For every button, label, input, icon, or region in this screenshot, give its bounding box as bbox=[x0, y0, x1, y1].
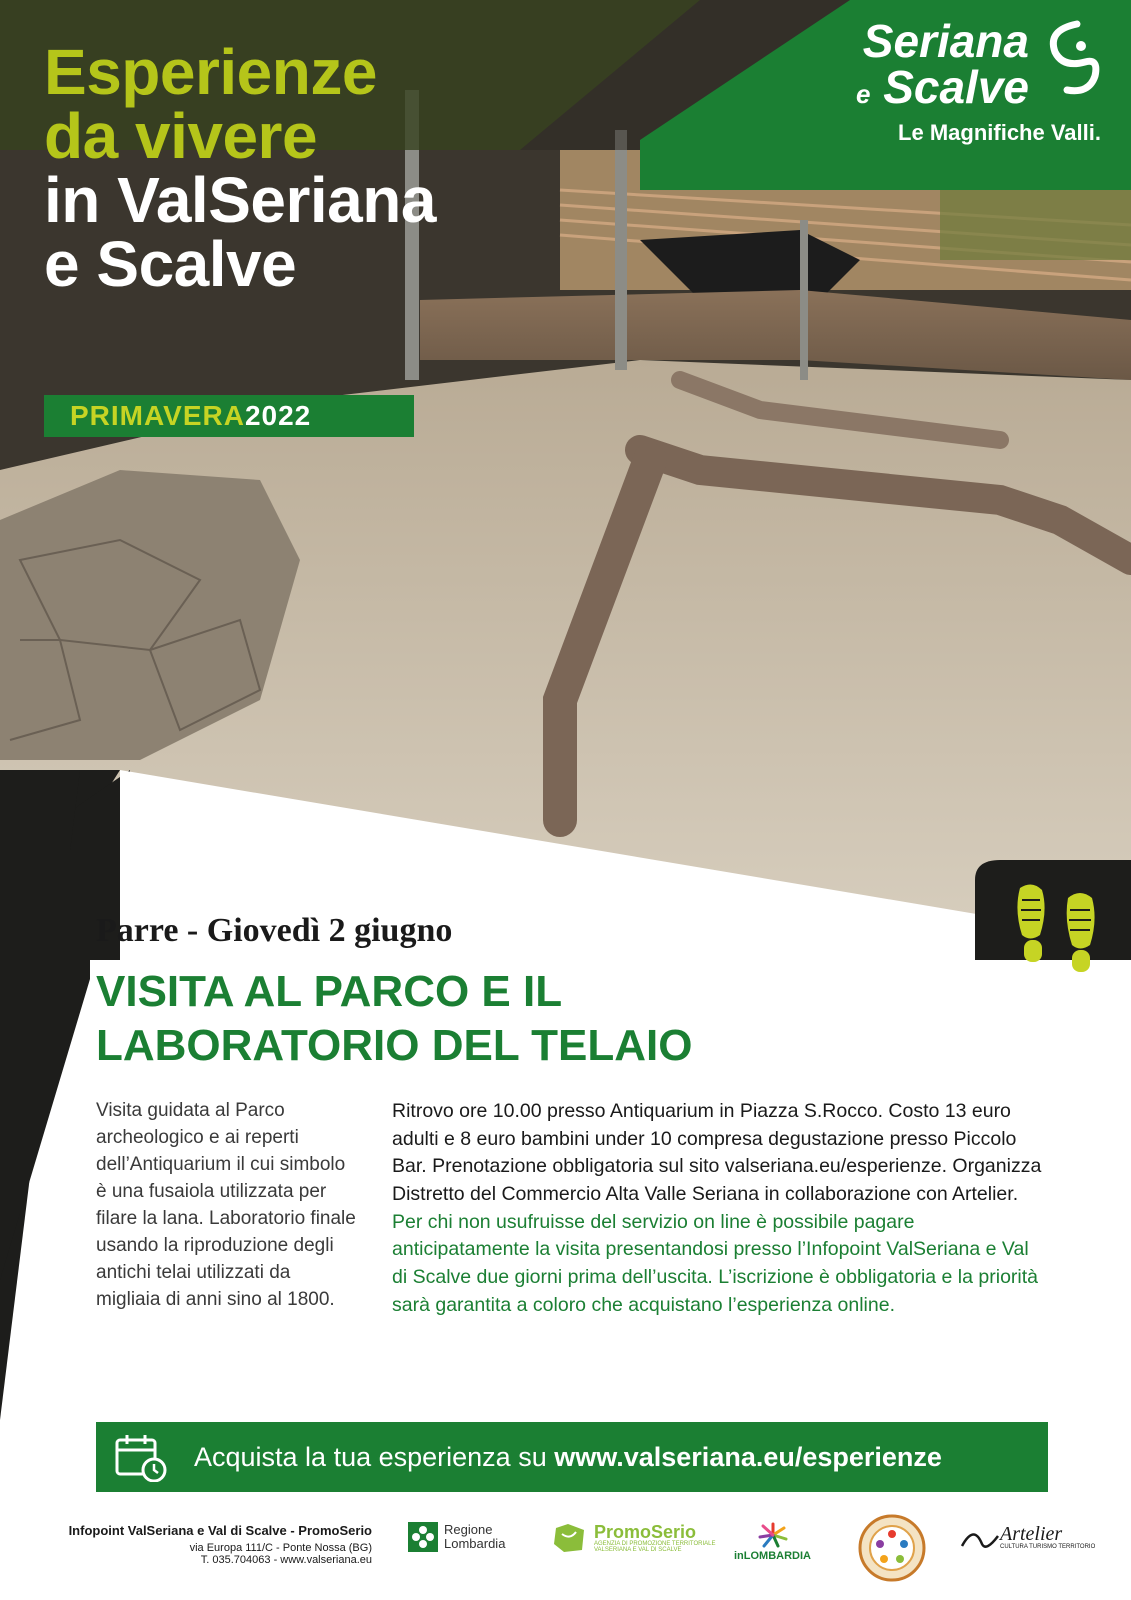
description-right bbox=[392, 1098, 1042, 1320]
promoserio-name: PromoSerio bbox=[594, 1522, 697, 1542]
cta-url-link[interactable]: www.valseriana.eu/esperienze bbox=[554, 1441, 942, 1472]
brand-swirl-icon bbox=[1037, 18, 1101, 98]
event-title-line1: VISITA AL PARCO E IL bbox=[96, 967, 563, 1016]
brand-name2: Scalve bbox=[883, 61, 1029, 113]
regione-rose-icon bbox=[408, 1522, 438, 1552]
distretto-commercio-logo bbox=[858, 1514, 926, 1582]
brand-joiner: e bbox=[855, 79, 871, 109]
cta-banner[interactable] bbox=[96, 1422, 1048, 1492]
distretto-seal-icon bbox=[858, 1514, 926, 1582]
hero-title-line2: da vivere bbox=[44, 100, 318, 172]
event-title bbox=[96, 965, 876, 1072]
description-note: Per chi non usufruisse del servizio on line è possibile pagare anticipatamente la visita presentandosi presso l’Infopoint ValSeriana e Val di Scalve due giorni prima dell’uscita. L’iscrizione è obbligatoria e la priorità sarà garantita a coloro che acquistano l’esperienza online. bbox=[392, 1210, 1039, 1316]
artelier-swash-icon bbox=[960, 1522, 1000, 1552]
promoserio-sub1: AGENZIA DI PROMOZIONE TERRITORIALE bbox=[594, 1541, 716, 1547]
promoserio-map-icon bbox=[552, 1522, 588, 1554]
event-place-date: Parre - Giovedì 2 giugno bbox=[96, 912, 453, 949]
artelier-name: Artelier bbox=[1000, 1523, 1063, 1545]
hero-title-line1: Esperienze bbox=[44, 36, 377, 108]
regione-line1: Regione bbox=[444, 1521, 493, 1537]
inlombardia-star-icon bbox=[756, 1522, 790, 1548]
footer-org: Infopoint ValSeriana e Val di Scalve - PromoSerio bbox=[68, 1523, 372, 1538]
footprints-icon bbox=[1010, 880, 1110, 980]
brand-name1: Seriana bbox=[862, 15, 1029, 67]
hero-title-line4: e Scalve bbox=[44, 228, 297, 300]
inlombardia-logo bbox=[734, 1522, 811, 1562]
season-word: PRIMAVERA bbox=[70, 400, 245, 431]
description-main: Ritrovo ore 10.00 presso Antiquarium in Piazza S.Rocco. Costo 13 euro adulti e 8 euro bambini under 10 compresa degustazione presso Piccolo Bar. Prenotazione obbligatoria sul sito valseriana.eu/esperienze. Organizza Distretto del Commercio Alta Valle Seriana in collaborazione con Artelier. bbox=[392, 1100, 1042, 1206]
cta-prefix: Acquista la tua esperienza su bbox=[194, 1441, 547, 1472]
hero-title-line3: in ValSeriana bbox=[44, 164, 436, 236]
footer-address: via Europa 111/C - Ponte Nossa (BG) bbox=[189, 1542, 372, 1554]
brand-tagline: Le Magnifiche Valli. bbox=[898, 120, 1101, 145]
artelier-sub: CULTURA TURISMO TERRITORIO bbox=[1000, 1544, 1096, 1550]
inlombardia-text: inLOMBARDIA bbox=[734, 1550, 811, 1562]
regione-line2: Lombardia bbox=[444, 1536, 506, 1551]
event-title-line2: LABORATORIO DEL TELAIO bbox=[96, 1020, 693, 1070]
promoserio-logo bbox=[552, 1522, 715, 1554]
description-left: Visita guidata al Parco archeologico e ai reperti dell’Antiquarium il cui simbolo è una fusaiola utilizzata per filare la lana. Laboratorio finale usando la riproduzione degli antichi telai utilizzati da migliaia di anni sino al 1800. bbox=[96, 1100, 356, 1310]
artelier-logo bbox=[960, 1522, 1095, 1552]
promoserio-sub2: VALSERIANA E VAL DI SCALVE bbox=[594, 1547, 682, 1553]
season-year: 2022 bbox=[244, 400, 312, 431]
footer-info bbox=[22, 1523, 372, 1566]
season-badge bbox=[44, 395, 414, 437]
brand-logo bbox=[831, 15, 1101, 146]
hero-title bbox=[44, 36, 664, 300]
regione-lombardia-logo bbox=[408, 1522, 505, 1552]
footer-contact: T. 035.704063 - www.valseriana.eu bbox=[200, 1554, 372, 1566]
calendar-clock-icon bbox=[114, 1432, 170, 1482]
